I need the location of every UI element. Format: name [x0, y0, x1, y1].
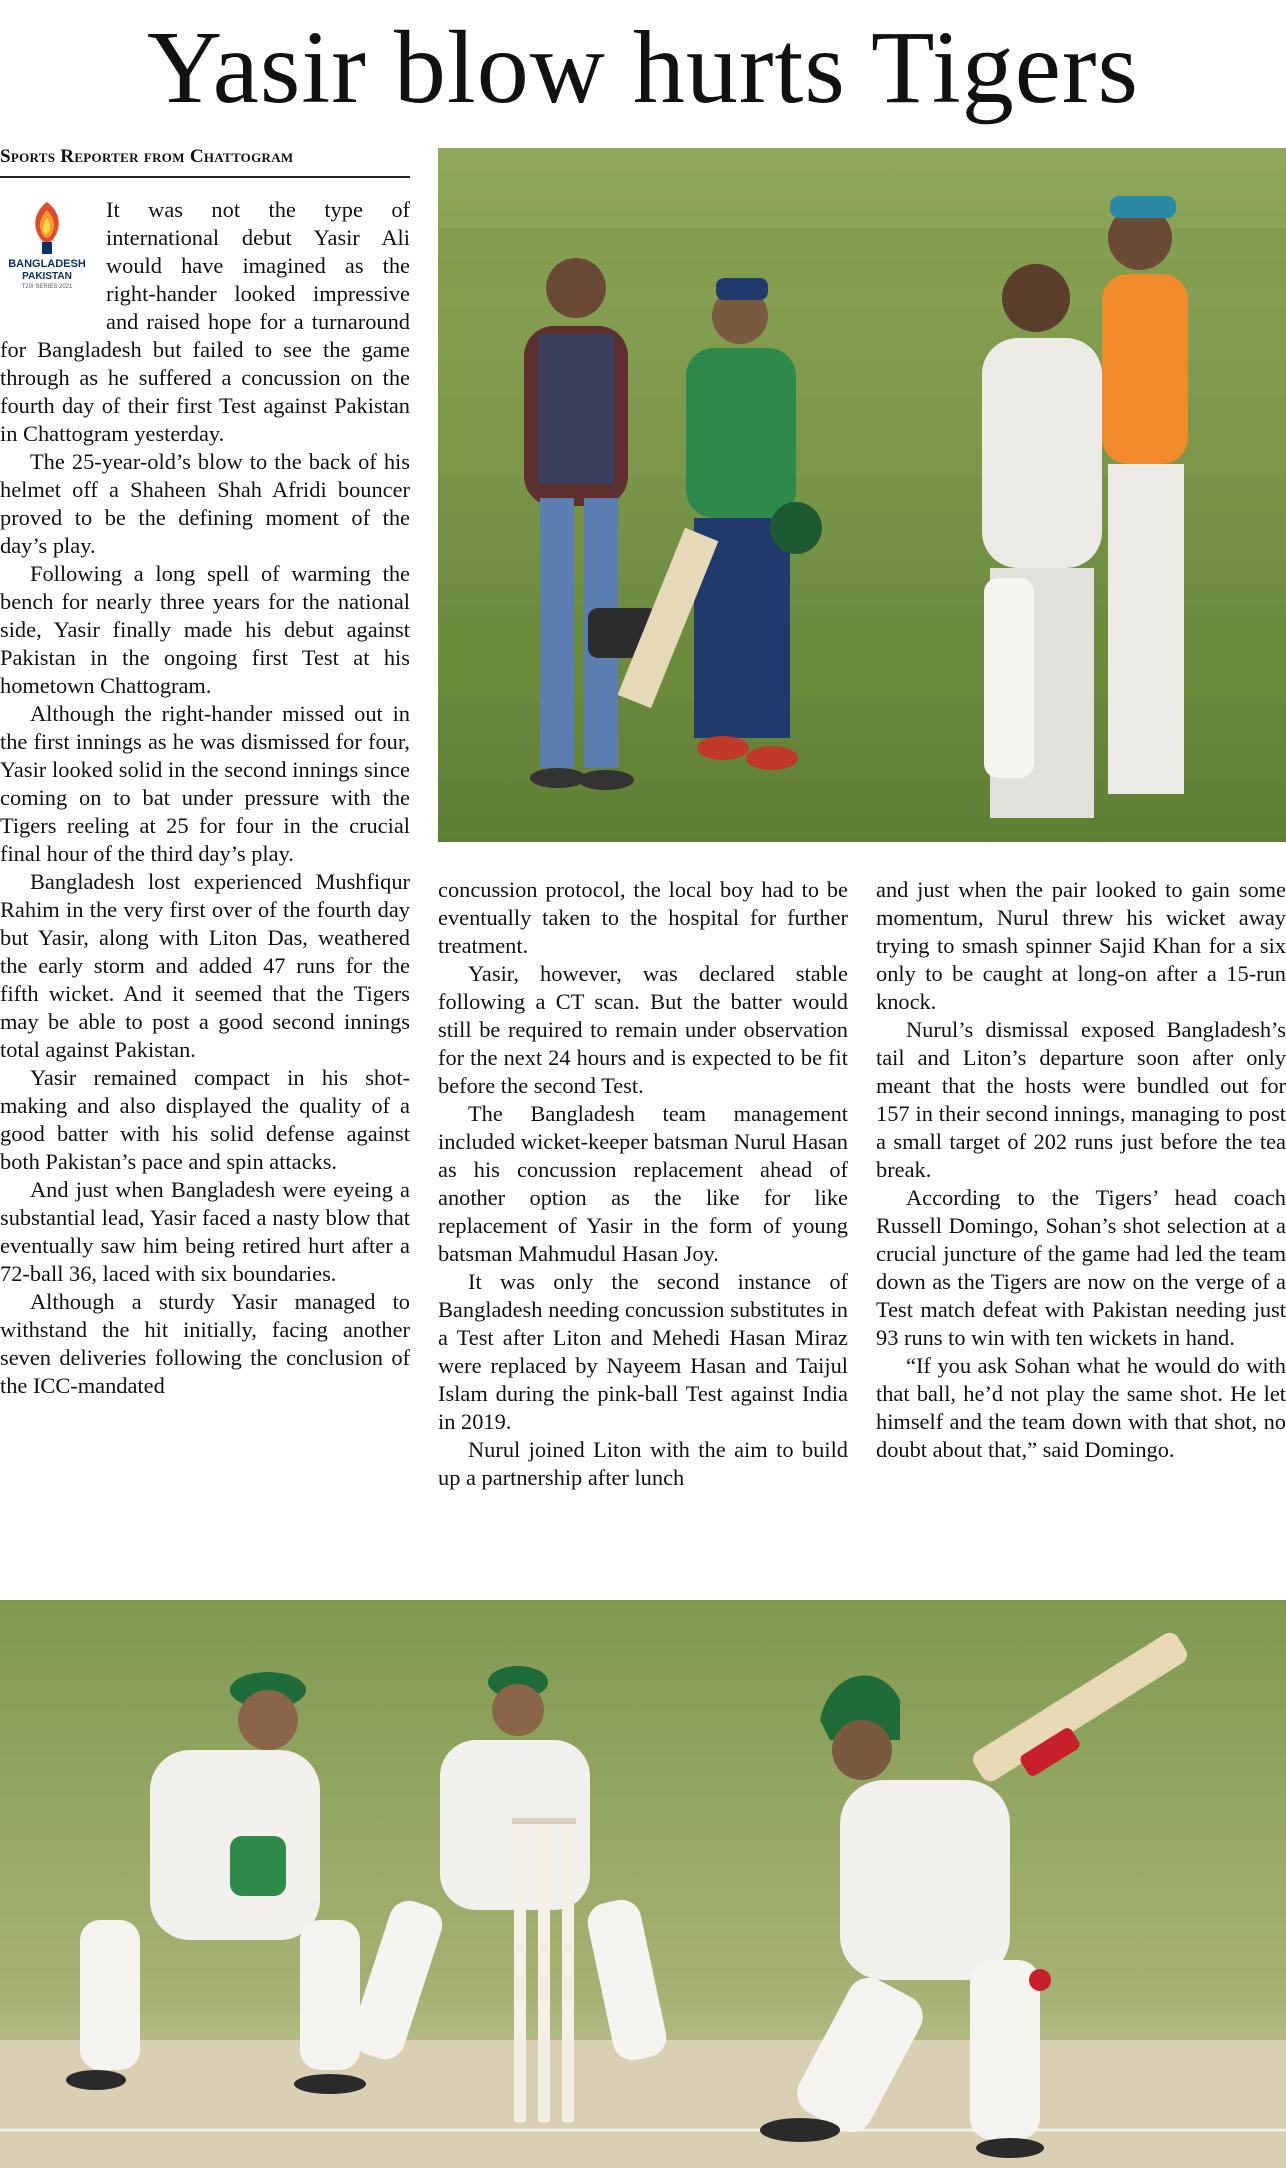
paragraph: Yasir remained compact in his shot-making and also displayed the quality of a good batter with his solid defense against both Pakistan’s pace and spin attacks. — [0, 1065, 410, 1174]
byline: Sports Reporter from Chattogram — [0, 146, 410, 178]
photo-injured-batter-walking-off — [438, 148, 1286, 842]
article-column-3 — [876, 876, 1286, 1576]
article-column-1 — [0, 196, 410, 1576]
headline: Yasir blow hurts Tigers — [146, 10, 1139, 125]
paragraph: It was only the second instance of Bangladesh needing concussion substitutes in a Test after Liton and Mehedi Hasan Miraz were replaced by Nayeem Hasan and Taijul Islam during the pink-ball Test against India in 2019. — [438, 1269, 848, 1434]
article-column-2 — [438, 876, 848, 1576]
photo-batting-action — [0, 1600, 1286, 2168]
paragraph: and just when the pair looked to gain some momentum, Nurul threw his wicket away trying to smash spinner Sajid Khan for a six only to be caught at long-on after a 15-run knock. — [876, 877, 1286, 1014]
stumps — [512, 1818, 576, 2122]
logo-text-series: T20I SERIES 2021 — [21, 284, 73, 290]
paragraph: Following a long spell of warming the bench for nearly three years for the national side, Yasir finally made his debut against Pakistan in the ongoing first Test at his hometown Chattogram. — [0, 561, 410, 698]
logo-text-bangladesh: BANGLADESH — [8, 258, 86, 270]
torch-icon — [12, 198, 82, 256]
paragraph: Although a sturdy Yasir managed to withstand the hit initially, facing another seven deliveries following the conclusion of the ICC-mandated — [0, 1289, 410, 1398]
substitute-fielder-figure — [1102, 196, 1188, 794]
injured-batter-figure — [982, 264, 1102, 818]
paragraph: “If you ask Sohan what he would do with that ball, he’d not play the same shot. He let himself and the team down with that shot, no doubt about that,” said Domingo. — [876, 1353, 1286, 1462]
logo-text-pakistan: PAKISTAN — [22, 271, 72, 282]
paragraph: Yasir, however, was declared stable following a CT scan. But the batter would still be required to remain under observation for the next 24 hours and is expected to be fit before the second Test. — [438, 961, 848, 1098]
paragraph: Nurul joined Liton with the aim to build up a partnership after lunch — [438, 1437, 848, 1490]
paragraph: According to the Tigers’ head coach Russell Domingo, Sohan’s shot selection at a crucial juncture of the game had led the team down as the Tigers are now on the verge of a Test match defeat with Pakistan needing just 93 runs to win with ten wickets in hand. — [876, 1185, 1286, 1350]
paragraph: concussion protocol, the local boy had to be eventually taken to the hospital for further treatment. — [438, 877, 848, 958]
paragraph: Nurul’s dismissal exposed Bangladesh’s tail and Liton’s departure soon after only meant that the hosts were bundled out for 157 in their second innings, managing to post a small target of 202 runs just before the tea break. — [876, 1017, 1286, 1182]
paragraph: The Bangladesh team management included wicket-keeper batsman Nurul Hasan as his concussion replacement ahead of another option as the like for like replacement of Yasir in the form of young batsman Mahmudul Hasan Joy. — [438, 1101, 848, 1266]
paragraph: Although the right-hander missed out in the first innings as he was dismissed for four, Yasir looked solid in the second innings since coming on to bat under pressure with the Tigers reeling at 25 for four in the crucial final hour of the third day’s play. — [0, 701, 410, 866]
paragraph: The 25-year-old’s blow to the back of his helmet off a Shaheen Shah Afridi bouncer proved to be the defining moment of the day’s play. — [0, 449, 410, 558]
series-logo — [0, 198, 94, 318]
paragraph: It was not the type of international debut Yasir Ali would have imagined as the right-hander looked impressive and raised hope for a turnaround for Bangladesh but failed to see the game through as he suffered a concussion on the fourth day of their first Test against Pakistan in Chattogram yesterday. — [0, 197, 410, 446]
paragraph: Bangladesh lost experienced Mushfiqur Rahim in the very first over of the fourth day but Yasir, along with Liton Das, weathered the early storm and added 47 runs for the fifth wicket. And it seemed that the Tigers may be able to post a good second innings total against Pakistan. — [0, 869, 410, 1062]
paragraph: And just when Bangladesh were eyeing a substantial lead, Yasir faced a nasty blow that eventually saw him being retired hurt after a 72-ball 36, laced with six boundaries. — [0, 1177, 410, 1286]
